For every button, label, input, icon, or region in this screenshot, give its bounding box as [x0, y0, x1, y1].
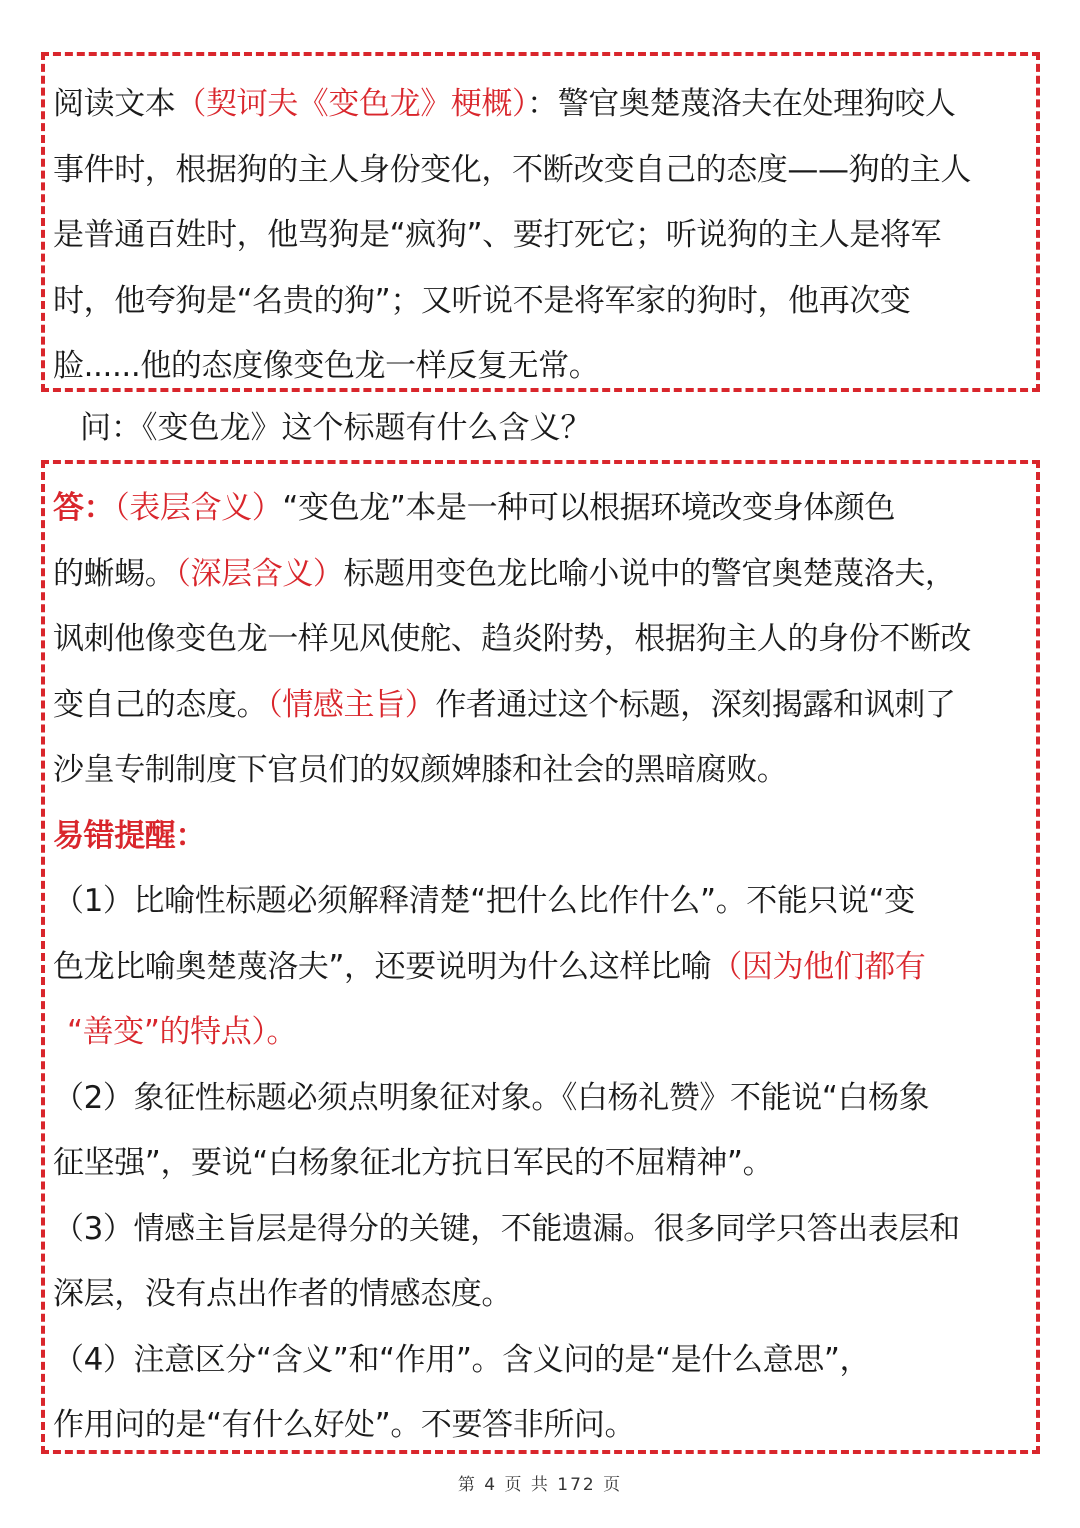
reading-line-3: 是普通百姓时，他骂狗是“疯狗”、要打死它；听说狗的主人是将军	[53, 217, 942, 253]
answer-text: 作者通过这个标题，深刻揭露和讽刺了	[435, 686, 956, 723]
tip-highlight: （因为他们都有	[711, 948, 926, 985]
reading-text: ：警官奥楚蔑洛夫在处理狗咬人	[527, 86, 956, 122]
answer-box	[41, 460, 1040, 1454]
tips-heading: 易错提醒：	[53, 817, 206, 854]
reading-line-4: 时，他夸狗是“名贵的狗”；又听说不是将军家的狗时，他再次变	[53, 282, 911, 319]
answer-line-2	[53, 542, 1028, 608]
tip-3-line-2: 深层，没有点出作者的情感态度。	[53, 1276, 512, 1312]
answer-tag-deep: （深层含义）	[175, 555, 344, 592]
answer-text: “变色龙”本是一种可以根据环境改变身体颜色	[282, 490, 896, 526]
answer-line-4	[53, 673, 1028, 739]
tip-4-line-1: （4）注意区分“含义”和“作用”。含义问的是“是什么意思”，	[53, 1341, 871, 1378]
tip-4-line-2: 作用问的是“有什么好处”。不要答非所问。	[53, 1407, 636, 1443]
reading-line-2: 事件时，根据狗的主人身份变化，不断改变自己的态度——狗的主人	[53, 151, 971, 188]
reading-text-box	[41, 52, 1040, 392]
answer-text: 标题用变色龙比喻小说中的警官奥楚蔑洛夫，	[343, 555, 956, 592]
answer-text: 的蜥蜴。	[53, 555, 176, 592]
answer-label: 答：	[53, 490, 115, 526]
answer-text: 变自己的态度。	[53, 686, 268, 723]
answer-tag-theme: （情感主旨）	[267, 686, 436, 723]
reading-label: 阅读文本	[53, 86, 176, 122]
question: 问：《变色龙》这个标题有什么含义？	[80, 410, 592, 446]
page-footer: 第 4 页 共 172 页	[457, 1475, 623, 1495]
tip-2-line-1: （2）象征性标题必须点明象征对象。《白杨礼赞》不能说“白杨象	[53, 1079, 930, 1116]
reading-line-1	[53, 72, 1028, 138]
tip-1-line-3: “善变”的特点）。	[67, 1014, 298, 1050]
tip-2-line-2: 征坚强”，要说“白杨象征北方抗日军民的不屈精神”。	[53, 1145, 774, 1181]
reading-source: （契诃夫《变色龙》梗概）	[175, 86, 528, 122]
reading-line-5: 脸......他的态度像变色龙一样反复无常。	[53, 348, 600, 384]
answer-line-1	[53, 476, 1028, 542]
answer-line-3: 讽刺他像变色龙一样见风使舵、趋炎附势，根据狗主人的身份不断改	[53, 621, 971, 657]
tip-1-line-1: （1）比喻性标题必须解释清楚“把什么比作什么”。不能只说“变	[53, 883, 915, 919]
tip-text: 色龙比喻奥楚蔑洛夫”，还要说明为什么这样比喻	[53, 948, 712, 985]
tip-1-line-2	[53, 935, 1028, 1001]
answer-line-5: 沙皇专制制度下官员们的奴颜婢膝和社会的黑暗腐败。	[53, 752, 788, 788]
answer-tag-surface: （表层含义）	[114, 490, 283, 526]
tip-3-line-1: （3）情感主旨层是得分的关键，不能遗漏。很多同学只答出表层和	[53, 1210, 960, 1247]
